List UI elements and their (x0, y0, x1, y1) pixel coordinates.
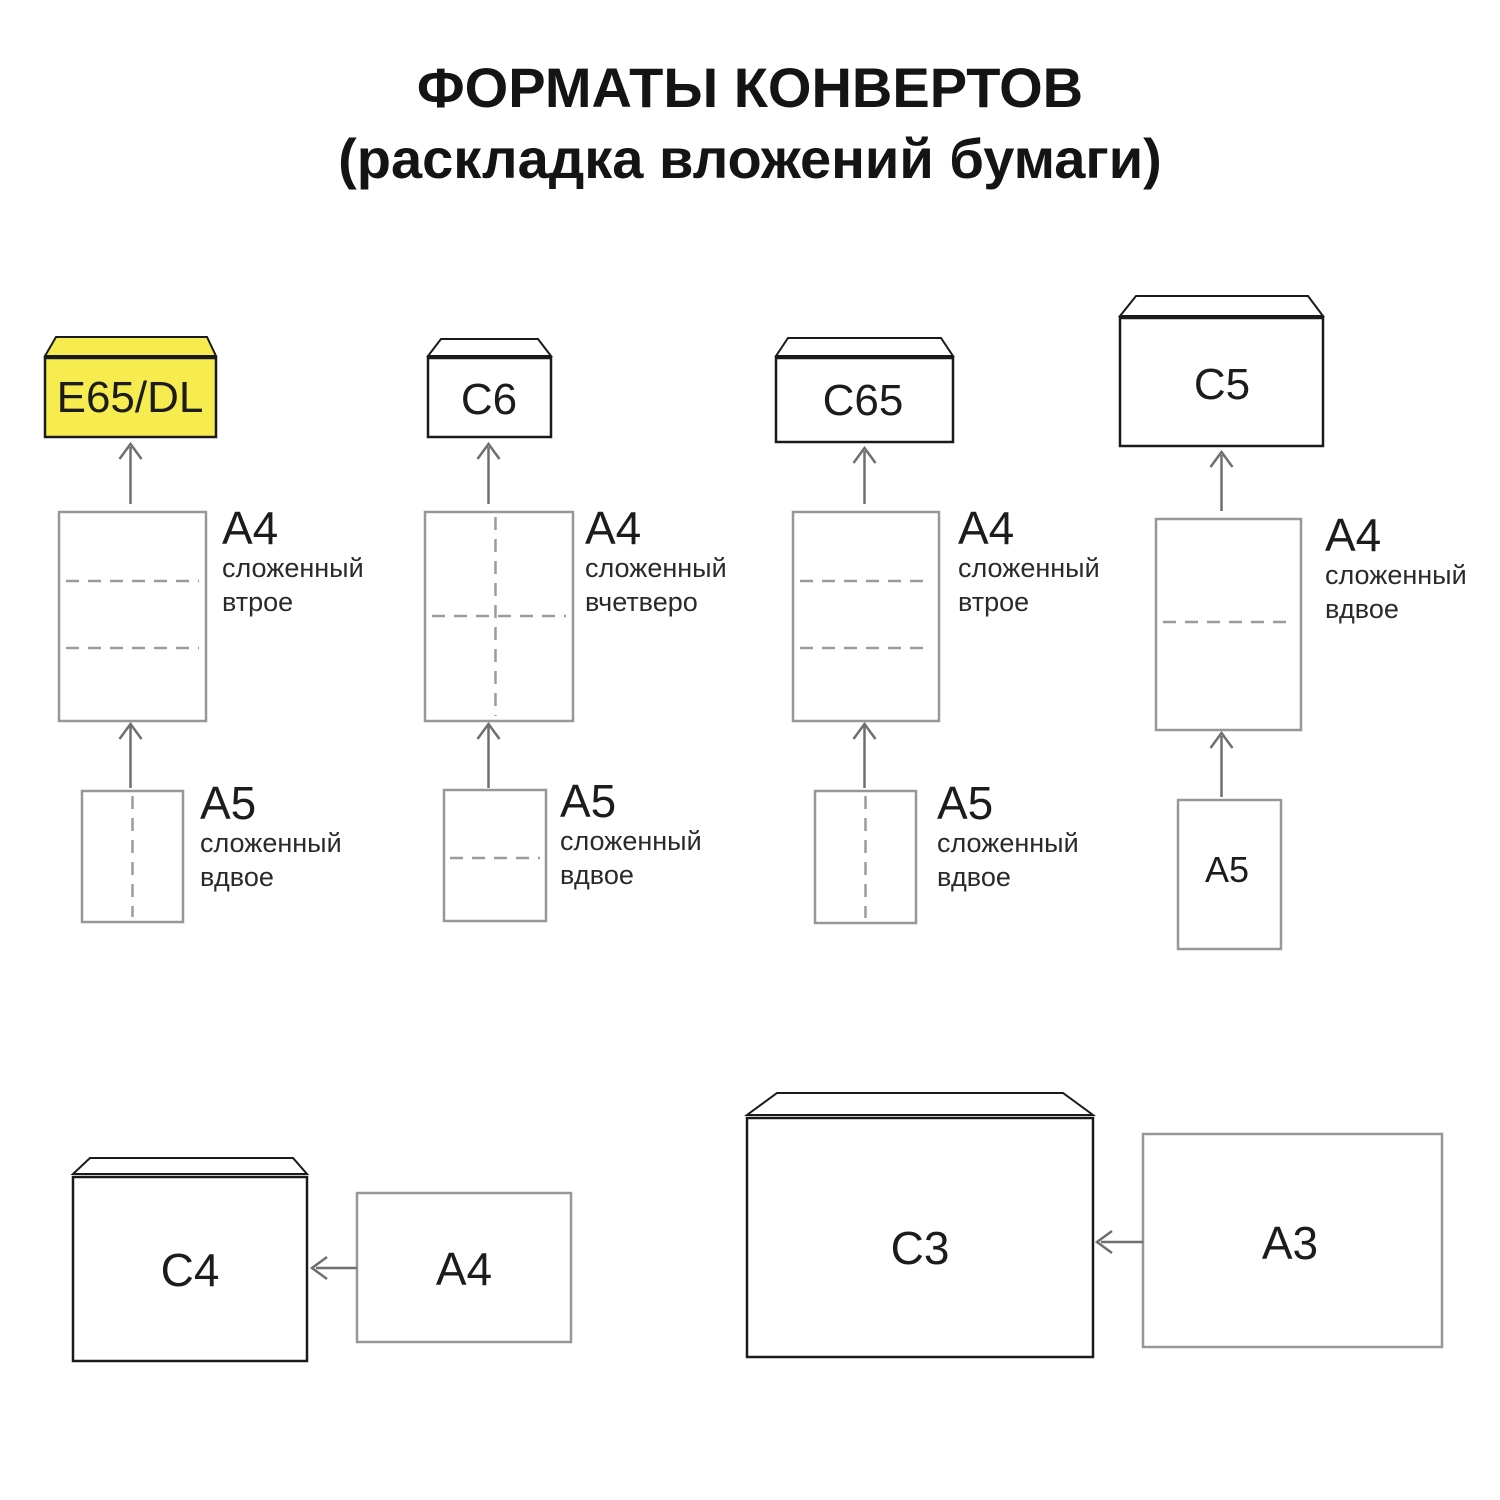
c4-envelope-flap (73, 1158, 307, 1174)
pair-c4-a4 (73, 1158, 571, 1361)
a4-sheet-col4 (1156, 519, 1301, 730)
paper-size: A5 (937, 777, 994, 829)
arrow-a5-to-a4-col4 (1211, 733, 1233, 797)
arrow-a3-to-c3 (1097, 1231, 1143, 1253)
paper-note-line1: сложенный (958, 553, 1100, 583)
paper-note-line2: вдвое (200, 862, 274, 892)
paper-caption-a5-col3 (937, 777, 1079, 894)
arrow-a5-to-a4-col3 (854, 724, 876, 788)
page-title (0, 52, 1500, 194)
column-c65 (776, 338, 953, 923)
paper-note-line2: вдвое (1325, 594, 1399, 624)
paper-caption-a4-col2 (585, 502, 727, 619)
c6-envelope-flap (428, 339, 551, 356)
arrow-a4-to-c6 (478, 444, 500, 504)
paper-size: A4 (1325, 509, 1382, 561)
paper-note-line1: сложенный (560, 826, 702, 856)
paper-size: A5 (200, 777, 257, 829)
paper-label-a5-col4: A5 (1204, 849, 1250, 890)
envelope-label-c6: C6 (460, 375, 518, 424)
paper-size: A5 (560, 775, 617, 827)
a5-sheet-col3 (815, 791, 916, 923)
c5-envelope-flap (1120, 296, 1323, 316)
paper-caption-a5-col2 (560, 775, 702, 892)
paper-label-a3: A3 (1261, 1217, 1319, 1269)
paper-note-line1: сложенный (200, 828, 342, 858)
a5-sheet-col2 (444, 790, 546, 921)
arrow-a4-to-c65 (854, 448, 876, 504)
paper-note-line2: втрое (958, 587, 1030, 617)
column-c6 (425, 339, 573, 921)
paper-caption-a4-col3 (958, 502, 1100, 619)
column-e65dl (45, 337, 216, 922)
a5-sheet-col1 (82, 791, 183, 922)
paper-note-line2: вчетверо (585, 587, 698, 617)
arrow-a5-to-a4-col1 (120, 724, 142, 788)
paper-size: A4 (958, 502, 1015, 554)
paper-note-line1: сложенный (937, 828, 1079, 858)
envelope-label-c4: C4 (160, 1244, 220, 1296)
arrow-a4-to-c4 (312, 1257, 357, 1279)
paper-caption-a4-col1 (222, 502, 364, 619)
c3-envelope-flap (747, 1093, 1093, 1115)
arrow-a4-to-c5 (1211, 452, 1233, 511)
paper-size: A4 (222, 502, 279, 554)
envelope-label-c3: C3 (890, 1222, 950, 1274)
paper-label-a4-bottom: A4 (435, 1243, 493, 1295)
c65-envelope-flap (776, 338, 953, 356)
e65dl-envelope-flap (45, 337, 216, 356)
a4-sheet-col1 (59, 512, 206, 721)
paper-note-line1: сложенный (1325, 560, 1467, 590)
envelope-label-c65: C65 (822, 376, 904, 425)
paper-caption-a5-col1 (200, 777, 342, 894)
paper-size: A4 (585, 502, 642, 554)
paper-note-line2: вдвое (560, 860, 634, 890)
paper-note-line1: сложенный (222, 553, 364, 583)
arrow-a4-to-e65dl (120, 444, 142, 504)
a4-sheet-col3 (793, 512, 939, 721)
page-title-line1: ФОРМАТЫ КОНВЕРТОВ (416, 56, 1084, 119)
paper-note-line1: сложенный (585, 553, 727, 583)
paper-note-line2: втрое (222, 587, 294, 617)
paper-note-line2: вдвое (937, 862, 1011, 892)
arrow-a5-to-a4-col2 (478, 724, 500, 788)
paper-caption-a4-col4 (1325, 509, 1467, 626)
page-title-line2: (раскладка вложений бумаги) (338, 127, 1162, 190)
envelope-label-e65dl: E65/DL (56, 373, 204, 422)
pair-c3-a3 (747, 1093, 1442, 1357)
envelope-label-c5: C5 (1193, 360, 1251, 409)
